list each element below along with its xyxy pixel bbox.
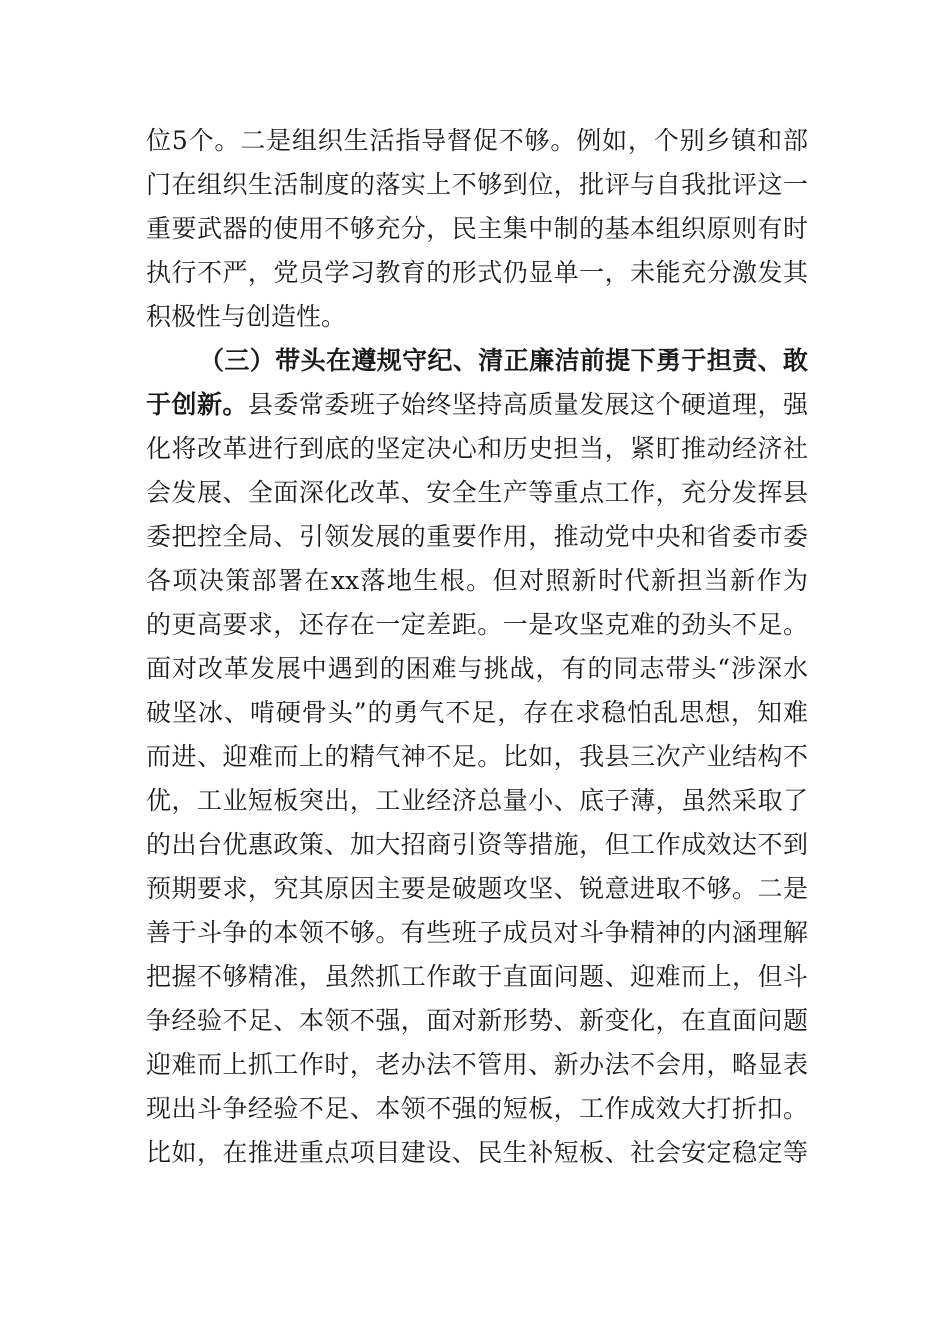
- section-heading: （三）带头在遵规守纪、清正廉洁前提下勇于担责、敢: [199, 346, 808, 375]
- paragraph-line: 比如，在推进重点项目建设、民生补短板、社会安定稳定等: [146, 1138, 808, 1167]
- paragraph-line: 把握不够精准，虽然抓工作敢于直面问题、迎难而上，但斗: [146, 962, 808, 991]
- paragraph-line: 争经验不足、本领不强，面对新形势、新变化，在直面问题: [146, 1006, 808, 1035]
- paragraph-line: 位5个。二是组织生活指导督促不够。例如，个别乡镇和部: [146, 126, 808, 155]
- paragraph-line: 各项决策部署在xx落地生根。但对照新时代新担当新作为: [146, 566, 808, 595]
- section-heading-end: 于创新。: [146, 390, 248, 419]
- paragraph-line: 善于斗争的本领不够。有些班子成员对斗争精神的内涵理解: [146, 918, 808, 947]
- paragraph-line: 化将改革进行到底的坚定决心和历史担当，紧盯推动经济社: [146, 434, 808, 463]
- paragraph-line: 的出台优惠政策、加大招商引资等措施，但工作成效达不到: [146, 830, 808, 859]
- paragraph-line: 重要武器的使用不够充分，民主集中制的基本组织原则有时: [146, 214, 808, 243]
- paragraph-line: 预期要求，究其原因主要是破题攻坚、锐意进取不够。二是: [146, 874, 808, 903]
- paragraph-line: 的更高要求，还存在一定差距。一是攻坚克难的劲头不足。: [146, 610, 808, 639]
- paragraph-line: 现出斗争经验不足、本领不强的短板，工作成效大打折扣。: [146, 1094, 808, 1123]
- paragraph-line: 积极性与创造性。: [146, 302, 347, 331]
- paragraph-line: 会发展、全面深化改革、安全生产等重点工作，充分发挥县: [146, 478, 808, 507]
- paragraph-line: 而进、迎难而上的精气神不足。比如，我县三次产业结构不: [146, 742, 808, 771]
- paragraph-line: 执行不严，党员学习教育的形式仍显单一，未能充分激发其: [146, 258, 808, 287]
- paragraph-text: 县委常委班子始终坚持高质量发展这个硬道理，强: [247, 390, 808, 419]
- paragraph-line: 委把控全局、引领发展的重要作用，推动党中央和省委市委: [146, 522, 808, 551]
- paragraph-line: 优，工业短板突出，工业经济总量小、底子薄，虽然采取了: [146, 786, 808, 815]
- paragraph-line: [146, 383, 808, 427]
- paragraph-line: 门在组织生活制度的落实上不够到位，批评与自我批评这一: [146, 170, 808, 199]
- paragraph-line: 破坚冰、啃硬骨头”的勇气不足，存在求稳怕乱思想，知难: [146, 698, 808, 727]
- paragraph-line: 面对改革发展中遇到的困难与挑战，有的同志带头“涉深水: [146, 654, 808, 683]
- document-body: [146, 119, 808, 1175]
- paragraph-line: 迎难而上抓工作时，老办法不管用、新办法不会用，略显表: [146, 1050, 808, 1079]
